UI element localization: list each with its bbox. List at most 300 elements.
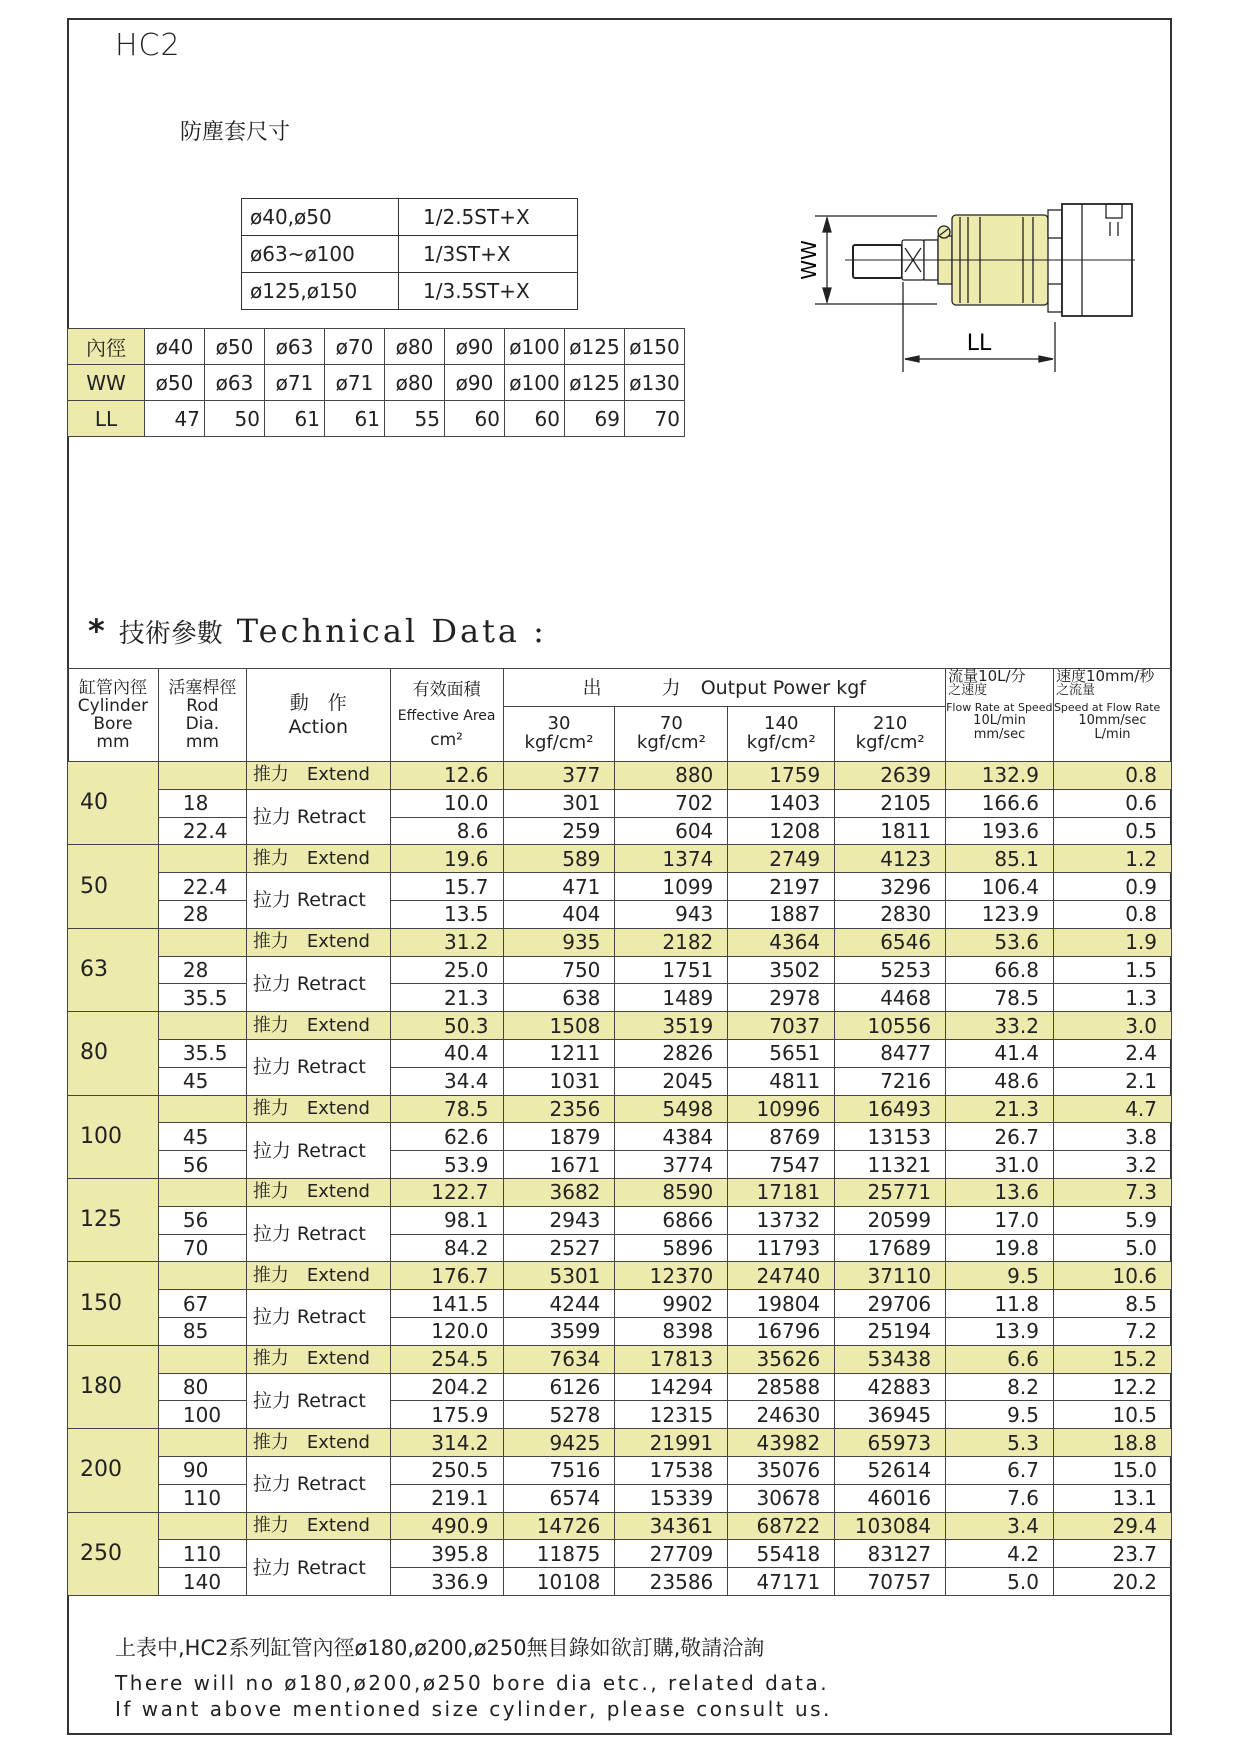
value-cell: 84.2 (390, 1234, 503, 1262)
value-cell: 21.3 (390, 984, 503, 1012)
value-cell: 2.4 (1053, 1039, 1171, 1067)
value-cell: 12370 (615, 1262, 728, 1290)
value-cell: 23.7 (1053, 1540, 1171, 1568)
action-extend: 推力 Extend (246, 1262, 390, 1290)
value-cell: 15339 (615, 1484, 728, 1512)
value-cell: 750 (503, 956, 615, 984)
value-cell: 1887 (728, 900, 835, 928)
value-cell: 1.9 (1053, 928, 1171, 956)
model-title: HC2 (115, 28, 181, 63)
dimension-cell: ø70 (325, 329, 385, 365)
dimension-table (67, 328, 685, 437)
rod-cell-empty (158, 928, 246, 956)
value-cell: 70757 (835, 1568, 946, 1596)
dimension-row (68, 329, 685, 365)
value-cell: 395.8 (390, 1540, 503, 1568)
value-cell: 5278 (503, 1401, 615, 1429)
retract-row (68, 984, 1172, 1012)
dimension-cell: 60 (445, 401, 505, 437)
dimension-row (68, 365, 685, 401)
retract-row (68, 1039, 1172, 1067)
value-cell: 10108 (503, 1568, 615, 1596)
value-cell: 2830 (835, 900, 946, 928)
rod-cell-empty (158, 1345, 246, 1373)
value-cell: 6574 (503, 1484, 615, 1512)
rod-cell: 110 (158, 1540, 246, 1568)
dimension-cell: ø150 (625, 329, 685, 365)
value-cell: 9902 (615, 1290, 728, 1318)
ll-label: LL (966, 331, 992, 356)
value-cell: 13.6 (946, 1178, 1054, 1206)
header-pressure: 140 kgf/cm² (728, 707, 835, 762)
action-extend: 推力 Extend (246, 928, 390, 956)
value-cell: 1489 (615, 984, 728, 1012)
value-cell: 377 (503, 762, 615, 790)
value-cell: 4364 (728, 928, 835, 956)
dimension-cell: ø100 (505, 329, 565, 365)
retract-row (68, 900, 1172, 928)
value-cell: 15.2 (1053, 1345, 1171, 1373)
value-cell: 9.5 (946, 1401, 1054, 1429)
value-cell: 0.6 (1053, 789, 1171, 817)
value-cell: 8398 (615, 1317, 728, 1345)
note-en-2: If want above mentioned size cylinder, please consult us. (115, 1697, 832, 1721)
dimension-cell: ø90 (445, 329, 505, 365)
bore-cell: 200 (68, 1429, 159, 1512)
dimension-cell: ø80 (385, 329, 445, 365)
dimension-cell: ø63 (265, 329, 325, 365)
action-extend: 推力 Extend (246, 1345, 390, 1373)
value-cell: 10556 (835, 1012, 946, 1040)
value-cell: 62.6 (390, 1123, 503, 1151)
value-cell: 301 (503, 789, 615, 817)
value-cell: 1879 (503, 1123, 615, 1151)
bore-cell: 50 (68, 845, 159, 928)
retract-row (68, 1317, 1172, 1345)
rod-cell-empty (158, 845, 246, 873)
arrow-left-icon (905, 356, 919, 362)
value-cell: 20599 (835, 1206, 946, 1234)
action-extend: 推力 Extend (246, 1095, 390, 1123)
rod-cell-empty (158, 1012, 246, 1040)
value-cell: 24740 (728, 1262, 835, 1290)
value-cell: 589 (503, 845, 615, 873)
dimension-cell: ø125 (565, 329, 625, 365)
value-cell: 8590 (615, 1178, 728, 1206)
dimension-cell: 61 (265, 401, 325, 437)
value-cell: 21.3 (946, 1095, 1054, 1123)
action-retract: 拉力 Retract (246, 1206, 390, 1262)
value-cell: 35626 (728, 1345, 835, 1373)
value-cell: 12.2 (1053, 1373, 1171, 1401)
value-cell: 11875 (503, 1540, 615, 1568)
value-cell: 5651 (728, 1039, 835, 1067)
extend-row (68, 1095, 1172, 1123)
value-cell: 53.9 (390, 1151, 503, 1179)
value-cell: 34361 (615, 1512, 728, 1540)
value-cell: 19.6 (390, 845, 503, 873)
value-cell: 48.6 (946, 1067, 1054, 1095)
action-extend: 推力 Extend (246, 845, 390, 873)
value-cell: 13.9 (946, 1317, 1054, 1345)
value-cell: 19804 (728, 1290, 835, 1318)
value-cell: 43982 (728, 1429, 835, 1457)
value-cell: 35076 (728, 1456, 835, 1484)
rod-cell: 35.5 (158, 984, 246, 1012)
value-cell: 638 (503, 984, 615, 1012)
value-cell: 27709 (615, 1540, 728, 1568)
value-cell: 1374 (615, 845, 728, 873)
header-flow: 速度10mm/秒 之流量 Speed at Flow Rate 10mm/sec L/min (1053, 669, 1171, 762)
value-cell: 8.5 (1053, 1290, 1171, 1318)
extend-row (68, 1345, 1172, 1373)
value-cell: 33.2 (946, 1012, 1054, 1040)
rod-cell: 110 (158, 1484, 246, 1512)
dimension-cell: 55 (385, 401, 445, 437)
header-pressure: 30 kgf/cm² (503, 707, 615, 762)
action-extend: 推力 Extend (246, 1429, 390, 1457)
dust-boot-diagram (790, 190, 1170, 380)
boot-bore: ø63~ø100 (242, 236, 399, 273)
dimension-cell: 70 (625, 401, 685, 437)
rod-cell-empty (158, 762, 246, 790)
value-cell: 13732 (728, 1206, 835, 1234)
value-cell: 17.0 (946, 1206, 1054, 1234)
value-cell: 3.0 (1053, 1012, 1171, 1040)
value-cell: 7216 (835, 1067, 946, 1095)
value-cell: 83127 (835, 1540, 946, 1568)
title-en: Technical Data : (236, 612, 547, 650)
asterisk-icon: * (88, 612, 105, 650)
value-cell: 1.3 (1053, 984, 1171, 1012)
header-output: 出 力 Output Power kgf (503, 669, 946, 707)
extend-row (68, 928, 1172, 956)
value-cell: 11.8 (946, 1290, 1054, 1318)
value-cell: 17181 (728, 1178, 835, 1206)
dimension-cell: 47 (145, 401, 205, 437)
value-cell: 7516 (503, 1456, 615, 1484)
value-cell: 3.4 (946, 1512, 1054, 1540)
boot-formula: 1/3ST+X (399, 236, 578, 273)
dimension-cell: ø130 (625, 365, 685, 401)
value-cell: 106.4 (946, 873, 1054, 901)
value-cell: 10.0 (390, 789, 503, 817)
value-cell: 250.5 (390, 1456, 503, 1484)
value-cell: 3.2 (1053, 1151, 1171, 1179)
value-cell: 219.1 (390, 1484, 503, 1512)
action-extend: 推力 Extend (246, 1012, 390, 1040)
value-cell: 1.2 (1053, 845, 1171, 873)
bore-cell: 63 (68, 928, 159, 1011)
value-cell: 0.9 (1053, 873, 1171, 901)
rod-cell: 28 (158, 956, 246, 984)
technical-data-title (88, 612, 547, 650)
retract-row (68, 1123, 1172, 1151)
value-cell: 141.5 (390, 1290, 503, 1318)
value-cell: 20.2 (1053, 1568, 1171, 1596)
dimension-cell: ø125 (565, 365, 625, 401)
value-cell: 490.9 (390, 1512, 503, 1540)
rod-end (853, 245, 902, 278)
dimension-row (68, 401, 685, 437)
value-cell: 193.6 (946, 817, 1054, 845)
title-zh: 技術參數 (118, 619, 223, 649)
value-cell: 5.3 (946, 1429, 1054, 1457)
rod-cell: 56 (158, 1151, 246, 1179)
extend-row (68, 845, 1172, 873)
value-cell: 2.1 (1053, 1067, 1171, 1095)
value-cell: 176.7 (390, 1262, 503, 1290)
value-cell: 4123 (835, 845, 946, 873)
value-cell: 46016 (835, 1484, 946, 1512)
retract-row (68, 1568, 1172, 1596)
value-cell: 17813 (615, 1345, 728, 1373)
rod-cell: 22.4 (158, 873, 246, 901)
value-cell: 122.7 (390, 1178, 503, 1206)
value-cell: 10.5 (1053, 1401, 1171, 1429)
value-cell: 25771 (835, 1178, 946, 1206)
value-cell: 17538 (615, 1456, 728, 1484)
retract-row (68, 1540, 1172, 1568)
value-cell: 4.7 (1053, 1095, 1171, 1123)
value-cell: 14294 (615, 1373, 728, 1401)
extend-row (68, 762, 1172, 790)
dimension-cell: ø71 (265, 365, 325, 401)
action-retract: 拉力 Retract (246, 1290, 390, 1346)
value-cell: 78.5 (390, 1095, 503, 1123)
section-subtitle: 防塵套尺寸 (180, 120, 291, 145)
dimension-label: 內徑 (68, 329, 145, 365)
value-cell: 1.5 (1053, 956, 1171, 984)
rod-cell: 90 (158, 1456, 246, 1484)
value-cell: 336.9 (390, 1568, 503, 1596)
value-cell: 29.4 (1053, 1512, 1171, 1540)
value-cell: 13153 (835, 1123, 946, 1151)
value-cell: 24630 (728, 1401, 835, 1429)
value-cell: 98.1 (390, 1206, 503, 1234)
retract-row (68, 1234, 1172, 1262)
value-cell: 85.1 (946, 845, 1054, 873)
bore-cell: 180 (68, 1345, 159, 1428)
action-retract: 拉力 Retract (246, 1123, 390, 1179)
value-cell: 5.0 (1053, 1234, 1171, 1262)
retract-row (68, 1206, 1172, 1234)
value-cell: 2105 (835, 789, 946, 817)
value-cell: 52614 (835, 1456, 946, 1484)
rod-cell: 35.5 (158, 1039, 246, 1067)
action-retract: 拉力 Retract (246, 1456, 390, 1512)
value-cell: 7547 (728, 1151, 835, 1179)
value-cell: 6126 (503, 1373, 615, 1401)
value-cell: 16493 (835, 1095, 946, 1123)
value-cell: 11793 (728, 1234, 835, 1262)
value-cell: 2749 (728, 845, 835, 873)
dimension-cell: 61 (325, 401, 385, 437)
value-cell: 880 (615, 762, 728, 790)
value-cell: 14726 (503, 1512, 615, 1540)
header-bore: 缸管內徑 Cylinder Bore mm (68, 669, 159, 762)
boot-bore: ø40,ø50 (242, 199, 399, 236)
boot-bore: ø125,ø150 (242, 273, 399, 310)
value-cell: 29706 (835, 1290, 946, 1318)
boot-formula: 1/3.5ST+X (399, 273, 578, 310)
value-cell: 13.1 (1053, 1484, 1171, 1512)
rod-cell-empty (158, 1262, 246, 1290)
rod-cell: 67 (158, 1290, 246, 1318)
value-cell: 166.6 (946, 789, 1054, 817)
bore-cell: 125 (68, 1178, 159, 1261)
header-rod: 活塞桿徑 Rod Dia. mm (158, 669, 246, 762)
dimension-cell: ø63 (205, 365, 265, 401)
value-cell: 2182 (615, 928, 728, 956)
value-cell: 6546 (835, 928, 946, 956)
value-cell: 31.0 (946, 1151, 1054, 1179)
dimension-label: LL (68, 401, 145, 437)
value-cell: 132.9 (946, 762, 1054, 790)
value-cell: 5301 (503, 1262, 615, 1290)
retract-row (68, 1401, 1172, 1429)
value-cell: 53.6 (946, 928, 1054, 956)
value-cell: 4244 (503, 1290, 615, 1318)
note-en-1: There will no ø180,ø200,ø250 bore dia etc., related data. (115, 1671, 830, 1695)
value-cell: 30678 (728, 1484, 835, 1512)
action-extend: 推力 Extend (246, 1178, 390, 1206)
header-speed: 流量10L/分 之速度 Flow Rate at Speed 10L/min mm/sec (946, 669, 1054, 762)
value-cell: 21991 (615, 1429, 728, 1457)
value-cell: 15.0 (1053, 1456, 1171, 1484)
value-cell: 3682 (503, 1178, 615, 1206)
value-cell: 2943 (503, 1206, 615, 1234)
value-cell: 15.7 (390, 873, 503, 901)
value-cell: 31.2 (390, 928, 503, 956)
header-pressure: 70 kgf/cm² (615, 707, 728, 762)
dimension-label: WW (68, 365, 145, 401)
value-cell: 943 (615, 900, 728, 928)
boot-length-table (241, 198, 578, 310)
value-cell: 2639 (835, 762, 946, 790)
extend-row (68, 1512, 1172, 1540)
value-cell: 13.5 (390, 900, 503, 928)
value-cell: 40.4 (390, 1039, 503, 1067)
extend-row (68, 1262, 1172, 1290)
value-cell: 3519 (615, 1012, 728, 1040)
value-cell: 604 (615, 817, 728, 845)
value-cell: 42883 (835, 1373, 946, 1401)
bore-cell: 40 (68, 762, 159, 845)
value-cell: 1751 (615, 956, 728, 984)
value-cell: 1508 (503, 1012, 615, 1040)
value-cell: 12315 (615, 1401, 728, 1429)
boot-formula: 1/2.5ST+X (399, 199, 578, 236)
value-cell: 254.5 (390, 1345, 503, 1373)
rod-cell: 85 (158, 1317, 246, 1345)
header-action: 動 作 Action (246, 669, 390, 762)
value-cell: 935 (503, 928, 615, 956)
value-cell: 5498 (615, 1095, 728, 1123)
arrow-down-icon (823, 288, 831, 302)
value-cell: 2197 (728, 873, 835, 901)
value-cell: 6.6 (946, 1345, 1054, 1373)
flange-nut-top (1048, 210, 1062, 238)
action-retract: 拉力 Retract (246, 1039, 390, 1095)
value-cell: 103084 (835, 1512, 946, 1540)
extend-row (68, 1429, 1172, 1457)
arrow-up-icon (823, 218, 831, 232)
rod-cell-empty (158, 1178, 246, 1206)
value-cell: 68722 (728, 1512, 835, 1540)
value-cell: 1211 (503, 1039, 615, 1067)
value-cell: 3.8 (1053, 1123, 1171, 1151)
value-cell: 1031 (503, 1067, 615, 1095)
action-retract: 拉力 Retract (246, 956, 390, 1012)
extend-row (68, 1012, 1172, 1040)
value-cell: 3296 (835, 873, 946, 901)
ww-label: WW (797, 240, 821, 280)
value-cell: 7037 (728, 1012, 835, 1040)
value-cell: 53438 (835, 1345, 946, 1373)
value-cell: 12.6 (390, 762, 503, 790)
retract-row (68, 817, 1172, 845)
value-cell: 471 (503, 873, 615, 901)
retract-row (68, 1373, 1172, 1401)
rod-cell-empty (158, 1095, 246, 1123)
value-cell: 2045 (615, 1067, 728, 1095)
value-cell: 41.4 (946, 1039, 1054, 1067)
dimension-cell: 69 (565, 401, 625, 437)
value-cell: 16796 (728, 1317, 835, 1345)
arrow-right-icon (1039, 356, 1053, 362)
action-extend: 推力 Extend (246, 762, 390, 790)
action-retract: 拉力 Retract (246, 789, 390, 845)
header-pressure: 210 kgf/cm² (835, 707, 946, 762)
action-retract: 拉力 Retract (246, 1373, 390, 1429)
value-cell: 1671 (503, 1151, 615, 1179)
retract-row (68, 1484, 1172, 1512)
value-cell: 314.2 (390, 1429, 503, 1457)
value-cell: 9.5 (946, 1262, 1054, 1290)
value-cell: 0.5 (1053, 817, 1171, 845)
bore-cell: 100 (68, 1095, 159, 1178)
boot-row (242, 273, 578, 310)
rod-cell: 18 (158, 789, 246, 817)
value-cell: 204.2 (390, 1373, 503, 1401)
value-cell: 8.2 (946, 1373, 1054, 1401)
value-cell: 3599 (503, 1317, 615, 1345)
boot-row (242, 199, 578, 236)
value-cell: 36945 (835, 1401, 946, 1429)
dimension-cell: ø90 (445, 365, 505, 401)
value-cell: 5.9 (1053, 1206, 1171, 1234)
dimension-cell: ø80 (385, 365, 445, 401)
rod-cell: 56 (158, 1206, 246, 1234)
value-cell: 3774 (615, 1151, 728, 1179)
value-cell: 65973 (835, 1429, 946, 1457)
action-extend: 推力 Extend (246, 1512, 390, 1540)
rod-cell-empty (158, 1512, 246, 1540)
retract-row (68, 1456, 1172, 1484)
value-cell: 2978 (728, 984, 835, 1012)
note-zh: 上表中,HC2系列缸管內徑ø180,ø200,ø250無目錄如欲訂購,敬請洽詢 (115, 1636, 765, 1660)
dimension-cell: 60 (505, 401, 565, 437)
value-cell: 0.8 (1053, 762, 1171, 790)
value-cell: 18.8 (1053, 1429, 1171, 1457)
dimension-cell: ø50 (145, 365, 205, 401)
value-cell: 1208 (728, 817, 835, 845)
value-cell: 47171 (728, 1568, 835, 1596)
value-cell: 10.6 (1053, 1262, 1171, 1290)
value-cell: 7.6 (946, 1484, 1054, 1512)
value-cell: 175.9 (390, 1401, 503, 1429)
